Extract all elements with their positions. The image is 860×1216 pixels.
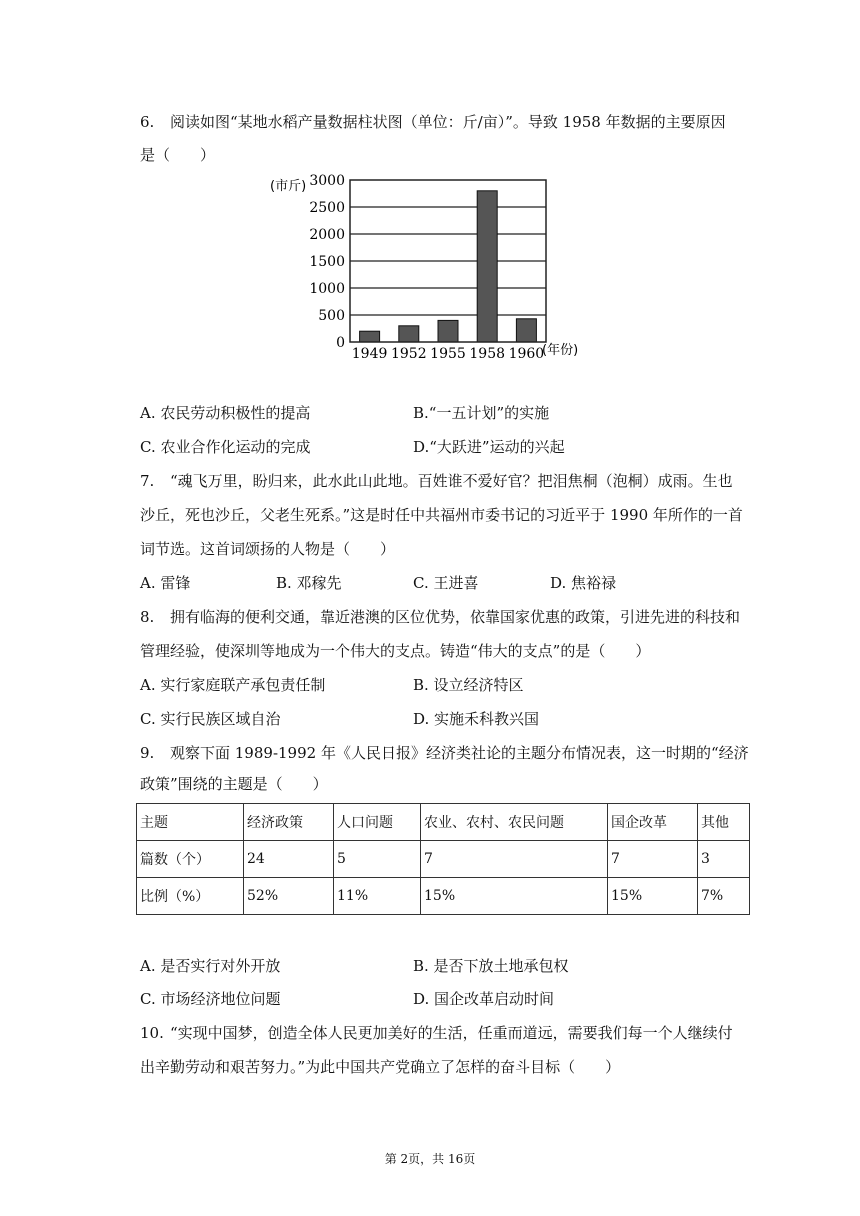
q9-option-c[interactable]: C. 市场经济地位问题 <box>140 990 281 1008</box>
q10-number: 10. <box>140 1024 164 1042</box>
x-tick-label: 1958 <box>469 346 506 362</box>
bar-1955 <box>438 320 458 342</box>
table-cell: 人口问题 <box>334 804 421 841</box>
q10-text-line1 <box>140 1023 733 1043</box>
table-cell: 3 <box>698 841 750 878</box>
table-cell: 其他 <box>698 804 750 841</box>
q8-option-b[interactable]: B. 设立经济特区 <box>413 676 524 694</box>
q10-text-line2: 出辛勤劳动和艰苦努力。”为此中国共产党确立了怎样的奋斗目标（ ） <box>140 1058 621 1076</box>
q9-table <box>136 803 750 915</box>
q8-stem: 拥有临海的便利交通，靠近港澳的区位优势，依靠国家优惠的政策，引进先进的科技和 <box>170 608 741 626</box>
table-cell: 主题 <box>137 804 244 841</box>
table-cell: 7 <box>608 841 698 878</box>
q6-option-c[interactable]: C. 农业合作化运动的完成 <box>140 438 311 456</box>
q6-stem: 阅读如图“某地水稻产量数据柱状图（单位：斤/亩）”。导致 1958 年数据的主要原因 <box>170 113 726 131</box>
q6-option-d[interactable]: D.“大跃进”运动的兴起 <box>413 438 565 456</box>
bar-1960 <box>516 319 536 342</box>
q7-option-d[interactable]: D. 焦裕禄 <box>550 574 617 592</box>
y-tick-label: 2000 <box>309 227 345 243</box>
x-tick-label: 1955 <box>430 346 466 362</box>
q9-number: 9. <box>140 744 155 762</box>
table-cell: 5 <box>334 841 421 878</box>
y-tick-label: 500 <box>318 308 345 324</box>
table-cell: 篇数（个） <box>137 841 244 878</box>
bar-1949 <box>360 331 380 342</box>
q7-option-b[interactable]: B. 邓稼先 <box>276 574 342 592</box>
q9-option-d[interactable]: D. 国企改革启动时间 <box>413 990 555 1008</box>
table-row <box>137 804 750 841</box>
q7-option-a[interactable]: A. 雷锋 <box>140 574 191 592</box>
table-cell: 经济政策 <box>244 804 334 841</box>
q9-text-line1 <box>140 743 749 763</box>
y-tick-label: 1000 <box>309 281 345 297</box>
table-cell: 52% <box>244 878 334 915</box>
q8-option-d[interactable]: D. 实施禾科教兴国 <box>413 710 540 728</box>
y-tick-label: 0 <box>336 335 345 351</box>
x-tick-label: 1960 <box>508 346 545 362</box>
x-tick-label: 1952 <box>390 346 427 362</box>
bar-1952 <box>399 326 419 342</box>
y-tick-label: 3000 <box>309 173 345 189</box>
q6-text-line1 <box>140 112 726 132</box>
q9-option-b[interactable]: B. 是否下放土地承包权 <box>413 957 569 975</box>
table-cell: 比例（%） <box>137 878 244 915</box>
q10-stem: “实现中国梦，创造全体人民更加美好的生活，任重而道远，需要我们每一个人继续付 <box>170 1024 733 1042</box>
table-cell: 24 <box>244 841 334 878</box>
q7-number: 7. <box>140 472 155 490</box>
q8-number: 8. <box>140 608 155 626</box>
table-row <box>137 841 750 878</box>
q6-option-a[interactable]: A. 农民劳动积极性的提高 <box>140 404 311 422</box>
table-cell: 11% <box>334 878 421 915</box>
table-cell: 15% <box>421 878 608 915</box>
bar-1958 <box>477 191 497 342</box>
q8-text-line2: 管理经验，使深圳等地成为一个伟大的支点。铸造“伟大的支点”的是（ ） <box>140 642 651 660</box>
table-cell: 15% <box>608 878 698 915</box>
q7-stem: “魂飞万里，盼归来，此水此山此地。百姓谁不爱好官？把泪焦桐（泡桐）成雨。生也 <box>170 472 733 490</box>
table-row <box>137 878 750 915</box>
q6-number: 6. <box>140 113 155 131</box>
table-cell: 7% <box>698 878 750 915</box>
rice-yield-bar-chart <box>262 170 602 370</box>
q6-option-b[interactable]: B.“一五计划”的实施 <box>413 404 550 422</box>
x-tick-label: 1949 <box>351 346 388 362</box>
y-axis-label: (市斤) <box>270 179 307 194</box>
q8-option-c[interactable]: C. 实行民族区域自治 <box>140 710 281 728</box>
y-tick-label: 1500 <box>309 254 345 270</box>
q7-option-c[interactable]: C. 王进喜 <box>413 574 479 592</box>
q7-text-line3: 词节选。这首词颂扬的人物是（ ） <box>140 540 396 558</box>
page-footer: 第 2页，共 16页 <box>384 1152 476 1166</box>
table-cell: 7 <box>421 841 608 878</box>
table-cell: 国企改革 <box>608 804 698 841</box>
q9-text-line2: 政策”围绕的主题是（ ） <box>140 775 328 793</box>
y-tick-label: 2500 <box>309 200 345 216</box>
q8-option-a[interactable]: A. 实行家庭联产承包责任制 <box>140 676 326 694</box>
x-axis-label: (年份) <box>542 343 579 358</box>
q7-text-line1 <box>140 471 733 491</box>
q8-text-line1 <box>140 607 740 627</box>
table-cell: 农业、农村、农民问题 <box>421 804 608 841</box>
q7-text-line2: 沙丘，死也沙丘，父老生死系。”这是时任中共福州市委书记的习近平于 1990 年所作的一首 <box>140 506 743 524</box>
q9-option-a[interactable]: A. 是否实行对外开放 <box>140 957 281 975</box>
q6-text-line2: 是（ ） <box>140 146 216 164</box>
q9-stem: 观察下面 1989-1992 年《人民日报》经济类社论的主题分布情况表，这一时期的“经济 <box>170 744 749 762</box>
